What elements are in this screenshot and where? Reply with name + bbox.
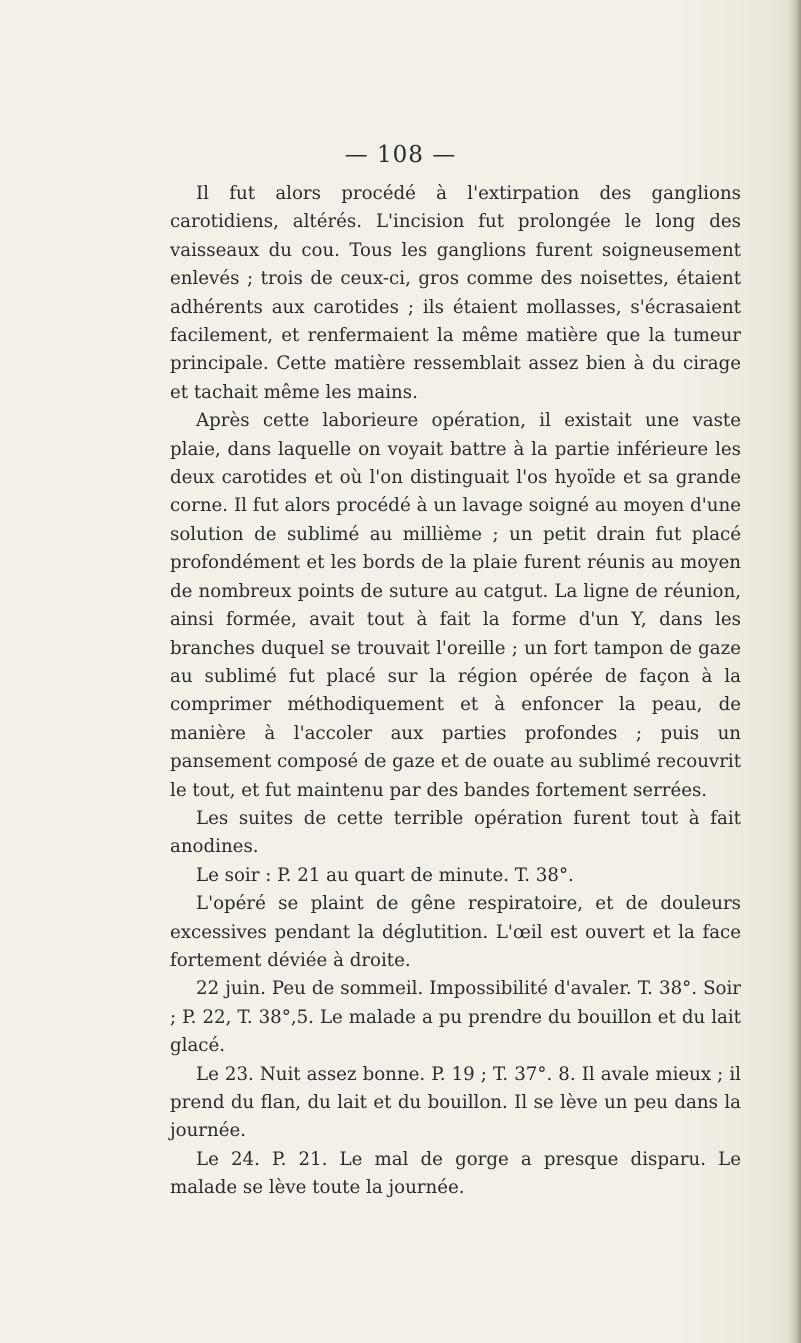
paragraph: Les suites de cette terrible opération furent tout à fait anodines. (170, 807, 741, 858)
page-edge-shadow (789, 0, 801, 1343)
paragraph: L'opéré se plaint de gêne respiratoire, et de douleurs excessives pendant la déglutition. L'œil est ouvert et la face fortement déviée à droite. (170, 893, 741, 971)
page-number: — 108 — (344, 142, 457, 168)
paragraph: Le 23. Nuit assez bonne. P. 19 ; T. 37°. 8. Il avale mieux ; il prend du flan, du lait et du bouillon. Il se lève un peu dans la journée. (170, 1063, 741, 1142)
paragraph: Il fut alors procédé à l'extirpation des ganglions carotidiens, altérés. L'incision fut prolongée le long des vaisseaux du cou. Tous les ganglions furent soigneusement enlevés ; trois de ceux-ci, gros comme des noisettes, étaient adhérents aux carotides ; ils étaient mollasses, s'écrasaient facilement, et renfermaient la même matière que la tumeur principale. Cette matière ressemblait assez bien à du cirage et tachait même les mains. (170, 183, 741, 403)
paragraph: Après cette laborieure opération, il existait une vaste plaie, dans laquelle on voyait battre à la partie inférieure les deux carotides et où l'on distinguait l'os hyoïde et sa grande corne. Il fut alors procédé à un lavage soigné au moyen d'une solution de sublimé au millième ; un petit drain fut placé profondément et les bords de la plaie furent réunis au moyen de nombreux points de suture au catgut. La ligne de réunion, ainsi formée, avait tout à fait la forme d'un Y, dans les branches duquel se trouvait l'oreille ; un fort tampon de gaze au sublimé fut placé sur la région opérée de façon à la comprimer méthodiquement et à enfoncer la peau, de manière à l'accoler aux parties profondes ; puis un pansement composé de gaze et de ouate au sublimé recouvrit le tout, et fut maintenu par des bandes fortement serrées. (170, 410, 742, 801)
paragraph: Le soir : P. 21 au quart de minute. T. 38°. (196, 864, 574, 886)
paragraph: Le 24. P. 21. Le mal de gorge a presque disparu. Le malade se lève toute la journée. (170, 1148, 741, 1199)
body-text (170, 180, 741, 1203)
paragraph: 22 juin. Peu de sommeil. Impossibilité d'avaler. T. 38°. Soir ; P. 22, T. 38°,5. Le malade a pu prendre du bouillon et du lait glacé. (170, 978, 741, 1057)
